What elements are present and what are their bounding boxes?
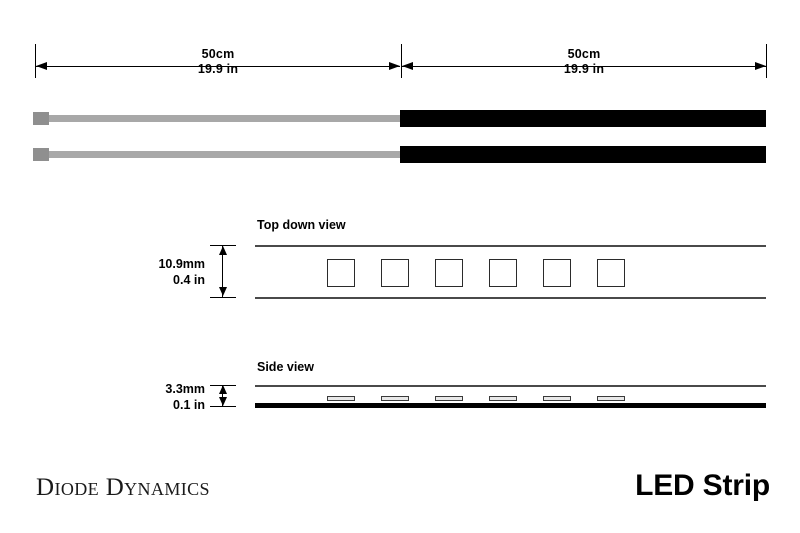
led-chip-side	[327, 396, 355, 401]
dimension-label-right	[524, 47, 644, 77]
measure-arrow-down-2	[219, 397, 227, 406]
dimension-right-imperial: 19.9 in	[563, 62, 605, 76]
dimension-tick-right	[766, 44, 767, 78]
dimension-left-imperial: 19.9 in	[197, 62, 239, 76]
dimension-right-metric: 50cm	[567, 47, 601, 61]
wire-black-2	[400, 146, 766, 163]
measure-arrow-up-1	[219, 246, 227, 255]
led-chip	[597, 259, 625, 287]
measure-label-width	[120, 256, 205, 288]
led-chip-side	[381, 396, 409, 401]
dimension-arrow-right-end	[755, 62, 766, 70]
measure-width-imperial: 0.4 in	[173, 273, 205, 287]
led-chip-side	[435, 396, 463, 401]
wire-gray-2	[49, 151, 400, 158]
top-view-edge-lower	[255, 297, 766, 299]
dimension-tick-middle	[401, 44, 402, 78]
led-chip	[489, 259, 517, 287]
wire-gray-1	[49, 115, 400, 122]
measure-thickness-metric: 3.3mm	[165, 382, 205, 396]
wire-terminal-2	[33, 148, 49, 161]
led-chip	[435, 259, 463, 287]
dimension-tick-left	[35, 44, 36, 78]
led-chip	[381, 259, 409, 287]
side-view-label: Side view	[257, 360, 314, 374]
led-chip-side	[543, 396, 571, 401]
led-chip	[327, 259, 355, 287]
measure-tick-bottom-2	[210, 406, 236, 407]
wire-black-1	[400, 110, 766, 127]
led-chip-side	[489, 396, 517, 401]
side-view-edge-upper	[255, 385, 766, 387]
wire-terminal-1	[33, 112, 49, 125]
dimension-arrow-left-start	[36, 62, 47, 70]
dimension-arrow-right-start	[402, 62, 413, 70]
dimension-label-left	[158, 47, 278, 77]
measure-tick-bottom-1	[210, 297, 236, 298]
brand-logo: Diode Dynamics	[36, 474, 210, 501]
side-view-base	[255, 403, 766, 408]
measure-arrow-down-1	[219, 287, 227, 296]
dimension-arrow-left-end	[389, 62, 400, 70]
measure-thickness-imperial: 0.1 in	[173, 398, 205, 412]
led-chip	[543, 259, 571, 287]
measure-width-metric: 10.9mm	[158, 257, 205, 271]
dimension-left-metric: 50cm	[201, 47, 235, 61]
top-down-view-label: Top down view	[257, 218, 346, 232]
top-view-edge-upper	[255, 245, 766, 247]
led-chip-side	[597, 396, 625, 401]
measure-arrow-up-2	[219, 385, 227, 394]
measure-label-thickness	[120, 381, 205, 413]
product-title: LED Strip	[635, 469, 770, 502]
